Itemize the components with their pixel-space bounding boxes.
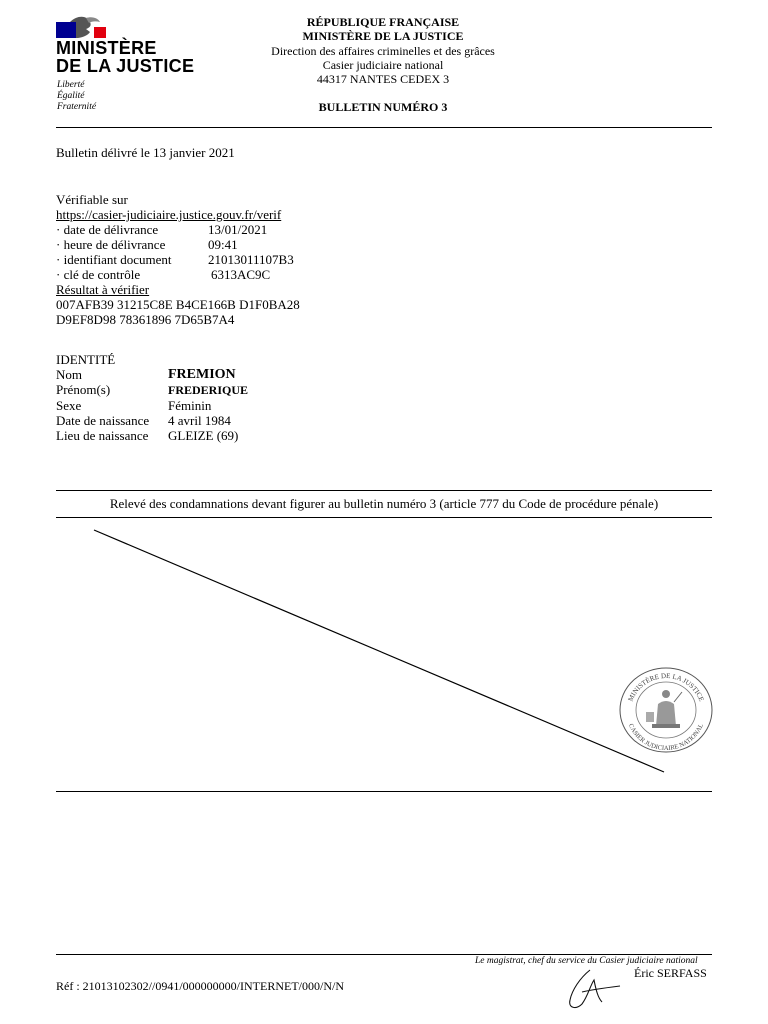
section-title: Relevé des condamnations devant figurer au bulletin numéro 3 (article 777 du Code de procédure pénale) — [109, 496, 659, 511]
logo-line-2: DE LA JUSTICE — [56, 56, 195, 76]
header-republic: RÉPUBLIQUE FRANÇAISE — [306, 15, 460, 29]
reference: Réf : 21013102302//0941/000000000/INTERNET/000/N/N — [56, 979, 344, 993]
issued-date: Bulletin délivré le 13 janvier 2021 — [56, 145, 235, 160]
motto-liberte: Liberté — [57, 80, 85, 90]
content-bottom-divider — [56, 791, 712, 792]
identity-value-birthplace: GLEIZE (69) — [168, 428, 239, 443]
identity-label: Nom — [56, 367, 82, 382]
motto-fraternite: Fraternité — [57, 102, 97, 112]
header-ministry: MINISTÈRE DE LA JUSTICE — [302, 29, 464, 43]
seal-outer-text: MINISTÈRE DE LA JUSTICE — [626, 671, 706, 703]
result-line: D9EF8D98 78361896 7D65B7A4 — [56, 312, 235, 327]
identity-label: Sexe — [56, 398, 82, 413]
field-value: 6313AC9C — [211, 267, 271, 282]
header-bulletin: BULLETIN NUMÉRO 3 — [318, 100, 448, 114]
identity-value-birthdate: 4 avril 1984 — [168, 413, 231, 428]
signature-icon — [560, 964, 640, 1014]
field-value: 13/01/2021 — [208, 222, 268, 237]
header-address: 44317 NANTES CEDEX 3 — [316, 72, 450, 86]
footer-divider — [56, 954, 712, 955]
magistrate-name: Éric SERFASS — [634, 966, 707, 980]
field-label: · clé de contrôle — [56, 267, 141, 282]
verify-link[interactable]: https://casier-judiciaire.justice.gouv.fr/verif — [56, 207, 282, 222]
identity-value-sexe: Féminin — [168, 398, 212, 413]
seal-inner-text: CASIER JUDICIAIRE NATIONAL — [626, 722, 706, 753]
header-casier: Casier judiciaire national — [322, 58, 444, 72]
identity-value-nom: FREMION — [168, 367, 236, 382]
verify-label: Vérifiable sur — [56, 192, 128, 207]
field-label: · identifiant document — [56, 252, 172, 267]
motto-egalite: Égalité — [57, 91, 85, 101]
field-value: 09:41 — [208, 237, 238, 252]
magistrate-title: Le magistrat, chef du service du Casier judiciaire national — [475, 956, 698, 966]
result-label: Résultat à vérifier — [56, 282, 150, 297]
logo-line-1: MINISTÈRE — [56, 38, 157, 58]
field-label: · date de délivrance — [56, 222, 159, 237]
official-seal — [616, 664, 716, 756]
field-label: · heure de délivrance — [56, 237, 166, 252]
identity-label: Prénom(s) — [56, 382, 111, 397]
identity-label: Date de naissance — [56, 413, 150, 428]
identity-heading: IDENTITÉ — [56, 352, 116, 367]
identity-value-prenom: FREDERIQUE — [168, 383, 249, 397]
result-line: 007AFB39 31215C8E B4CE166B D1F0BA28 — [56, 297, 300, 312]
header-direction: Direction des affaires criminelles et des grâces — [271, 44, 495, 58]
field-value: 21013011107B3 — [208, 252, 294, 267]
identity-label: Lieu de naissance — [56, 428, 149, 443]
